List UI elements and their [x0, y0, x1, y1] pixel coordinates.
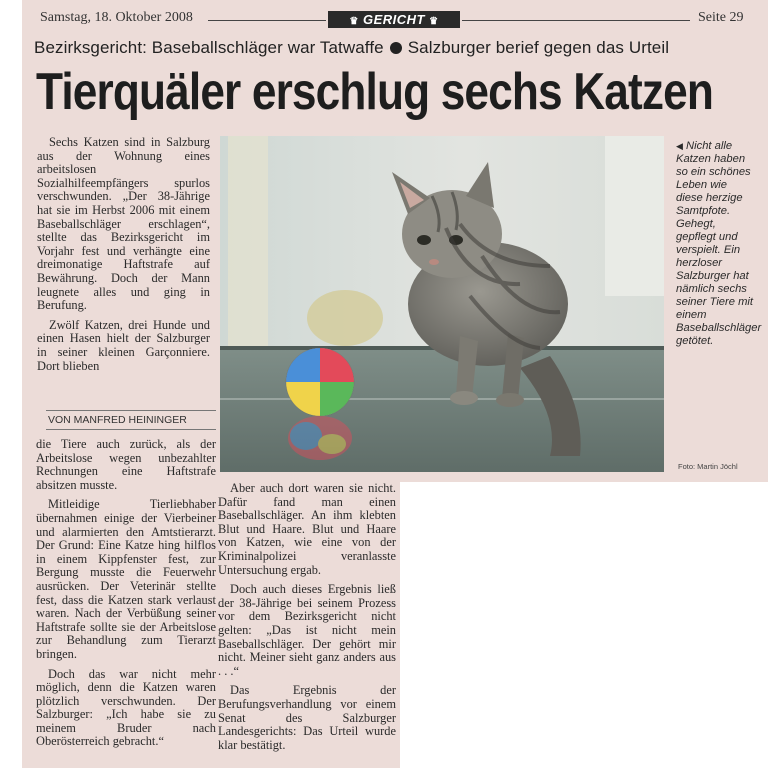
photo-credit: Foto: Martin Jöchl [678, 462, 738, 471]
bullet-dot [390, 42, 402, 54]
page-header [30, 10, 746, 30]
header-rule [208, 20, 326, 21]
paragraph: Sechs Katzen sind in Salzburg aus der Wohnung eines arbeitslosen Sozialhilfeempfängers spurlos verschwunden. „Der 38-Jährige hat sie im Herbst 2006 mit einem Baseballschläger erschlagen“, stellte das Bezirksgericht im Vorjahr fest und verhängte eine dreimonatige Haftstrafe auf Bewährung. Doch der Mann leugnete alles und ging in Berufung. [37, 135, 210, 313]
paragraph: Zwölf Katzen, drei Hunde und einen Hasen hielt der Salzburger in seiner kleinen Garçonniere. Dort blieben [37, 317, 210, 373]
ball [286, 348, 354, 416]
author-byline: VON MANFRED HEININGER [46, 410, 216, 430]
paragraph: die Tiere auch zurück, als der Arbeitslose wegen unbezahlter Rechnungen eine Haftstrafe absitzen musste. [36, 437, 216, 492]
headline: Tierquäler erschlug sechs Katzen [36, 63, 714, 121]
subheadline-right: Salzburger berief gegen das Urteil [407, 38, 670, 57]
paragraph: Doch auch dieses Ergebnis ließ der 38-Jährige bei seinem Prozess vor dem Bezirksgericht nicht gelten: „Das ist nicht mein Baseballschläger. Der gehört mir nicht. Meiner sieht ganz anders aus . . .“ [218, 582, 396, 678]
crown-icon: ♛ [349, 16, 359, 27]
newspaper-clipping [22, 0, 768, 768]
blank-area [400, 482, 768, 768]
subheadline-left: Bezirksgericht: Baseballschläger war Tatwaffe [34, 38, 384, 57]
paragraph: Das Ergebnis der Berufungsverhandlung vor einem Senat des Salzburger Landesgerichts: Das Urteil wurde klar bestätigt. [218, 683, 396, 752]
issue-date: Samstag, 18. Oktober 2008 [40, 10, 193, 25]
subheadline [34, 38, 669, 58]
crown-icon: ♛ [429, 16, 439, 27]
page-number: Seite 29 [698, 10, 744, 25]
paragraph: Aber auch dort waren sie nicht. Dafür fand man einen Baseballschläger. An ihm klebten Blut und Haare. Blut und Haare von Katzen, wie eine von der Kriminalpolizei veranlasste Untersuchung ergab. [218, 481, 396, 577]
cat-with-ball-illustration [220, 136, 664, 472]
section-label: GERICHT [363, 12, 425, 27]
article-column-1a [37, 136, 210, 379]
paragraph: Mitleidige Tierliebhaber übernahmen einige der Vierbeiner und alarmierten den Amtstierarzt. Der Grund: Eine Katze hing hilflos in einem Kippfenster fest, zur Bergung musste die Feuerwehr ausrücken. Der Veterinär stellte fest, dass die Katzen stark verlaust waren. Nach der Verbüßung seiner Haftstrafe sollte sie der Arbeitslose zur Behandlung zum Tierarzt bringen. [36, 497, 216, 661]
paragraph: Doch das war nicht mehr möglich, denn die Katzen waren plötzlich verschwunden. Der Salzburger: „Ich habe sie zu meinem Bruder nach Oberösterreich gebracht.“ [36, 666, 216, 749]
photo-caption [676, 140, 762, 348]
article-column-2 [218, 482, 396, 758]
article-column-1b [36, 438, 216, 755]
caption-text: Nicht alle Katzen haben so ein schönes Leben wie diese herzige Samtpfote. Gehegt, gepflegt und verspielt. Ein herzloser Salzburger hat nämlich sechs seiner Tiere mit einem Baseballschläger getötet. [676, 140, 762, 347]
section-badge [328, 11, 460, 28]
caption-arrow-icon: ◀ [676, 141, 683, 151]
header-rule [462, 20, 690, 21]
cat-photo [220, 136, 664, 472]
